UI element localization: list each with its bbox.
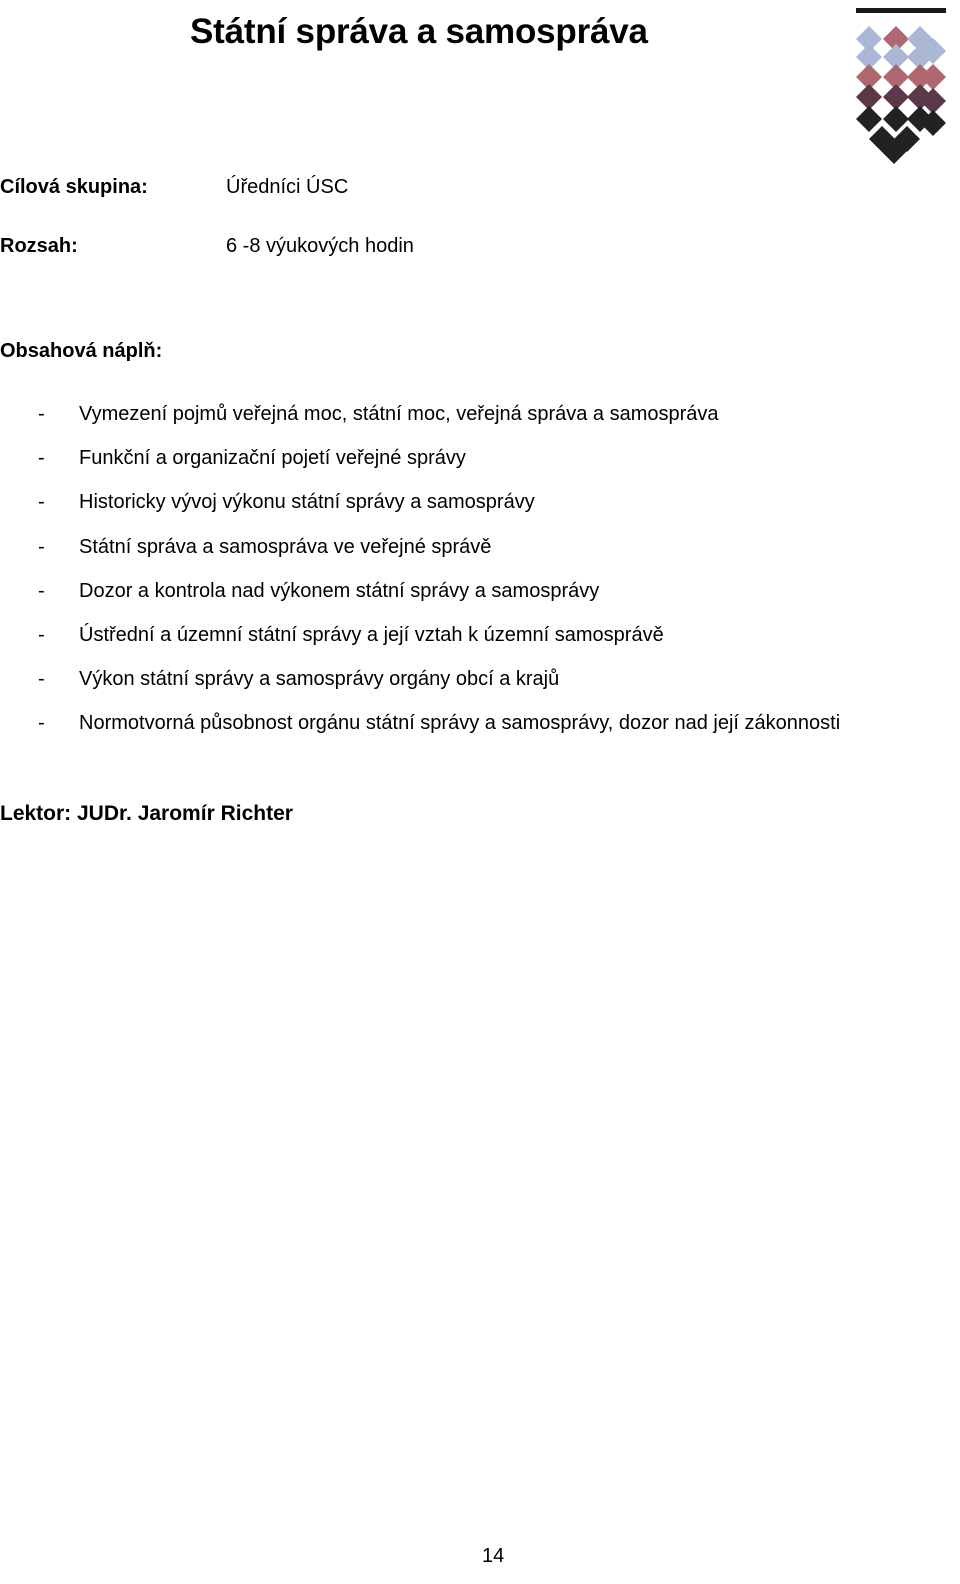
list-item	[0, 577, 960, 621]
list-bullet: -	[38, 447, 45, 470]
page-number: 14	[482, 1545, 505, 1567]
list-bullet: -	[38, 579, 45, 602]
logo-diamond	[920, 64, 946, 90]
list-item-text: Státní správa a samospráva ve veřejné správě	[79, 535, 492, 558]
lecturer-line: Lektor: JUDr. Jaromír Richter	[0, 802, 293, 825]
logo-row-5	[856, 106, 946, 136]
target-group-value: Úředníci ÚSC	[226, 176, 349, 198]
list-item-text: Ústřední a územní státní správy a její vztah k územní samosprávě	[79, 623, 664, 646]
content-heading: Obsahová náplň:	[0, 340, 163, 362]
list-item-text: Historicky vývoj výkonu státní správy a samosprávy	[79, 491, 535, 514]
list-item-text: Funkční a organizační pojetí veřejné správy	[79, 447, 466, 470]
content-list	[0, 400, 960, 754]
page-title: Státní správa a samospráva	[190, 12, 648, 51]
logo-top-bar	[856, 8, 946, 13]
list-item	[0, 621, 960, 665]
list-item-text: Dozor a kontrola nad výkonem státní správy a samosprávy	[79, 579, 600, 602]
list-item	[0, 709, 960, 753]
list-bullet: -	[38, 668, 45, 691]
list-bullet: -	[38, 491, 45, 514]
scope-label: Rozsah:	[0, 235, 78, 257]
list-item	[0, 444, 960, 488]
list-item	[0, 665, 960, 709]
logo-diamond	[856, 106, 882, 132]
list-bullet: -	[38, 623, 45, 646]
list-item-text: Normotvorná působnost orgánu státní správy a samosprávy, dozor nad její zákonnosti	[79, 712, 841, 735]
list-item	[0, 488, 960, 532]
target-group-label: Cílová skupina:	[0, 176, 148, 198]
list-item	[0, 533, 960, 577]
scope-value: 6 -8 výukových hodin	[226, 235, 414, 257]
list-item-text: Vymezení pojmů veřejná moc, státní moc, veřejná správa a samospráva	[79, 403, 719, 425]
list-bullet: -	[38, 535, 45, 558]
list-bullet: -	[38, 712, 45, 735]
list-item-text: Výkon státní správy a samosprávy orgány obcí a krajů	[79, 668, 560, 691]
list-bullet: -	[38, 403, 45, 425]
diamond-grid-logo-icon	[856, 26, 946, 166]
list-item	[0, 400, 960, 444]
